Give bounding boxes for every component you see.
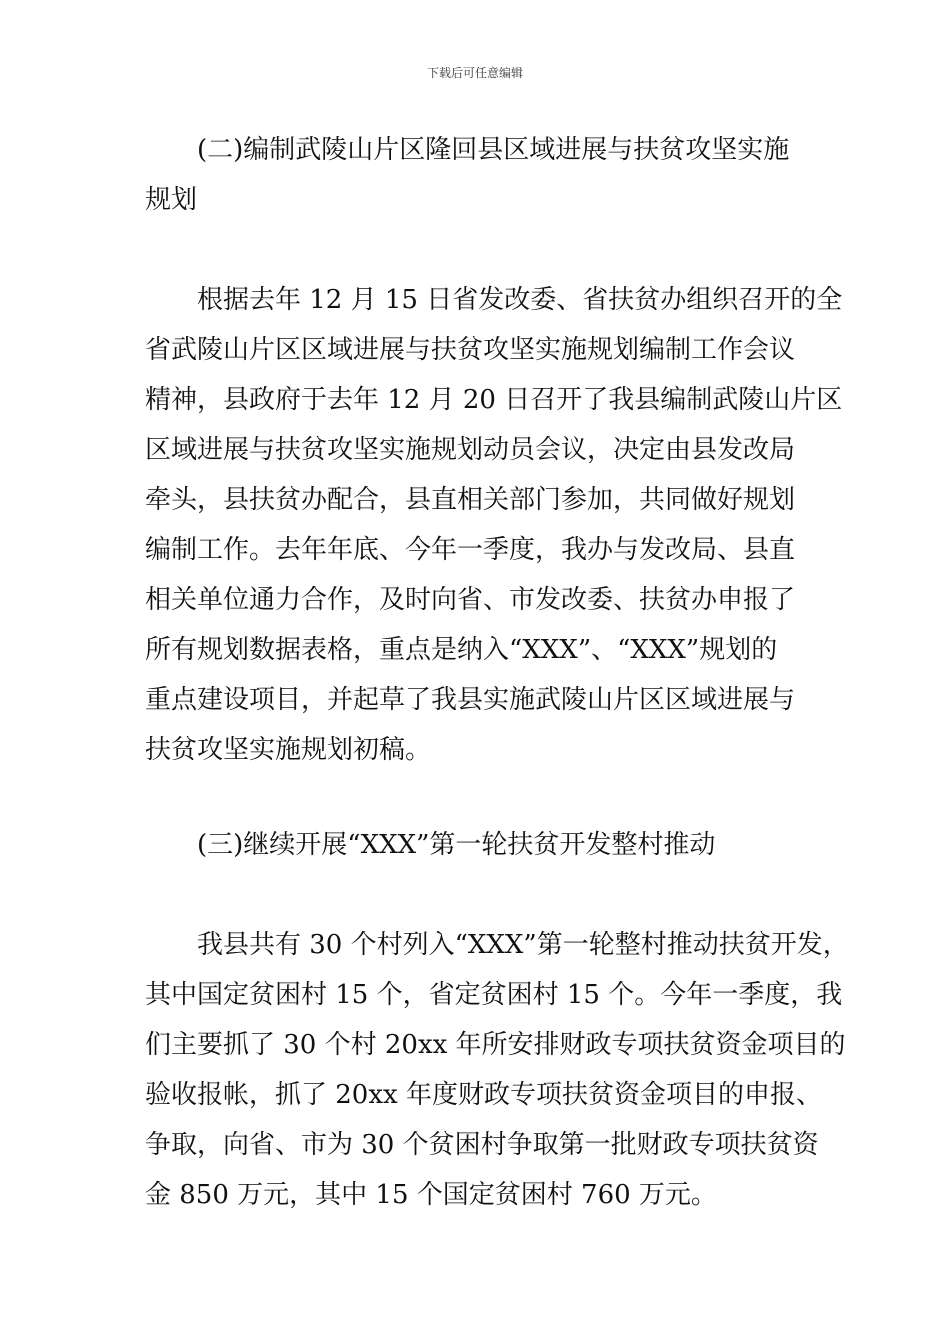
section-2-paragraph-line: 所有规划数据表格，重点是纳入“XXX”、“XXX”规划的 xyxy=(145,635,778,665)
section-2-title-line-2: 规划 xyxy=(145,185,198,215)
section-3-paragraph-line: 们主要抓了 30 个村 20xx 年所安排财政专项扶贫资金项目的 xyxy=(145,1030,846,1060)
section-3-paragraph-line: 其中国定贫困村 15 个，省定贫困村 15 个。今年一季度，我 xyxy=(145,980,843,1010)
section-2-paragraph-line: 省武陵山片区区域进展与扶贫攻坚实施规划编制工作会议 xyxy=(145,335,796,365)
section-2-paragraph-line: 区域进展与扶贫攻坚实施规划动员会议，决定由县发改局 xyxy=(145,435,796,465)
section-2-paragraph-line: 重点建设项目，并起草了我县实施武陵山片区区域进展与 xyxy=(145,685,796,715)
section-2-title-line-1: (二)编制武陵山片区隆回县区域进展与扶贫攻坚实施 xyxy=(197,135,790,165)
section-3-paragraph-line: 金 850 万元，其中 15 个国定贫困村 760 万元。 xyxy=(145,1180,717,1210)
section-3-title: (三)继续开展“XXX”第一轮扶贫开发整村推动 xyxy=(197,830,716,860)
section-2-paragraph-line: 编制工作。去年年底、今年一季度，我办与发改局、县直 xyxy=(145,535,796,565)
header-note: 下载后可任意编辑 xyxy=(426,66,523,80)
section-2-paragraph-line: 扶贫攻坚实施规划初稿。 xyxy=(145,735,432,765)
section-2-paragraph-line: 牵头，县扶贫办配合，县直相关部门参加，共同做好规划 xyxy=(145,485,796,515)
section-3-paragraph-line: 争取，向省、市为 30 个贫困村争取第一批财政专项扶贫资 xyxy=(145,1130,819,1160)
section-3-paragraph-line: 验收报帐，抓了 20xx 年度财政专项扶贫资金项目的申报、 xyxy=(145,1080,822,1110)
section-2-paragraph-line: 相关单位通力合作，及时向省、市发改委、扶贫办申报了 xyxy=(145,585,796,615)
section-2-paragraph-line: 根据去年 12 月 15 日省发改委、省扶贫办组织召开的全 xyxy=(197,285,843,315)
section-3-paragraph-line: 我县共有 30 个村列入“XXX”第一轮整村推动扶贫开发， xyxy=(197,930,849,960)
section-2-paragraph-line: 精神，县政府于去年 12 月 20 日召开了我县编制武陵山片区 xyxy=(145,385,843,415)
